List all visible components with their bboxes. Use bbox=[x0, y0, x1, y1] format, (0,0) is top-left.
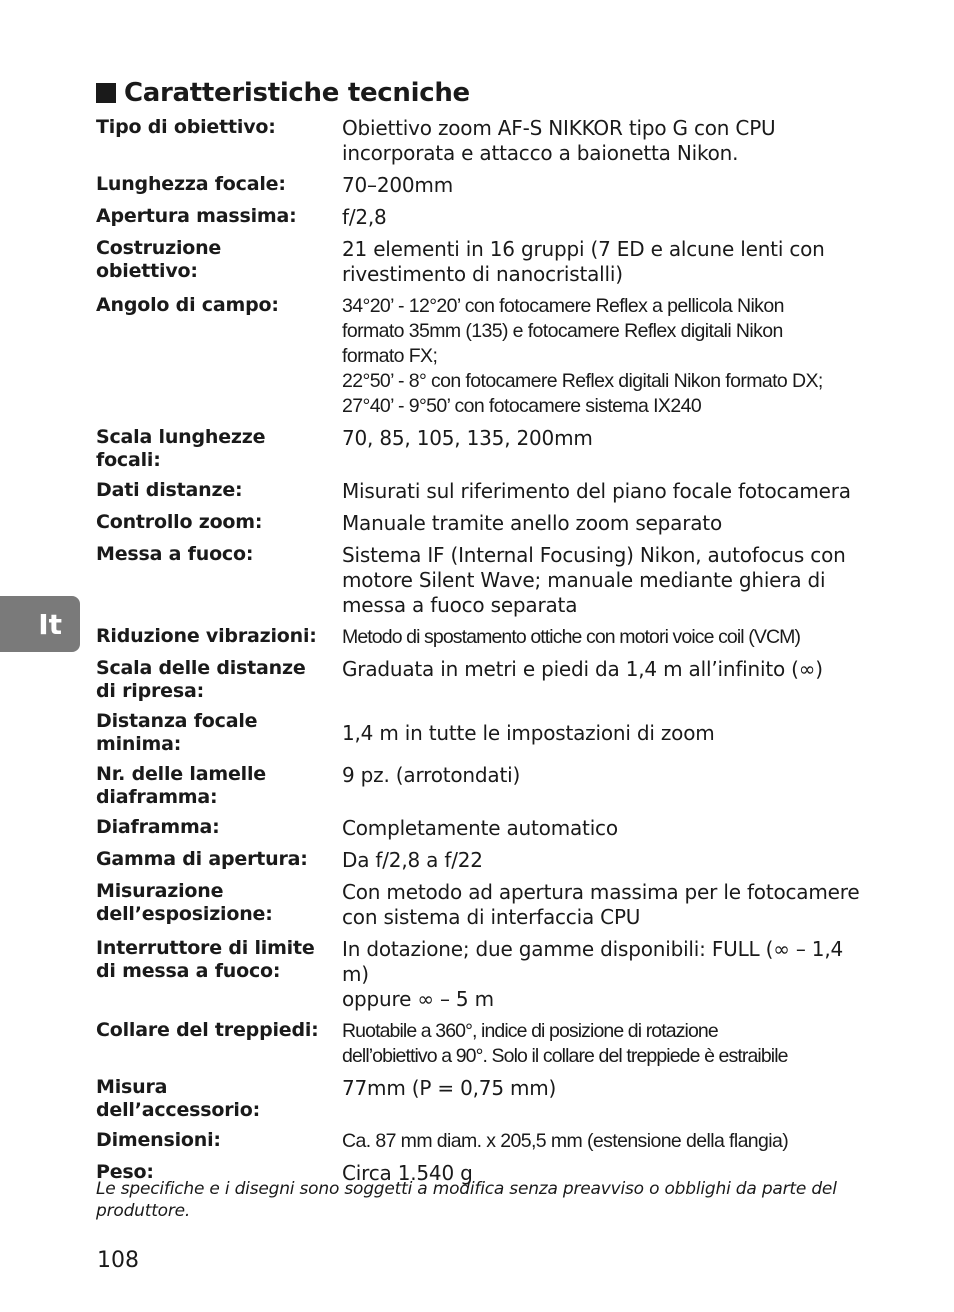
spec-label: Peso: bbox=[96, 1161, 154, 1183]
spec-label: Gamma di apertura: bbox=[96, 848, 308, 870]
spec-label: Scala delle distanze di ripresa: bbox=[96, 657, 306, 702]
spec-label: Apertura massima: bbox=[96, 205, 297, 227]
spec-value: Graduata in metri e piedi da 1,4 m all’infinito (∞) bbox=[342, 657, 823, 681]
spec-label: Nr. delle lamelle diaframma: bbox=[96, 763, 266, 808]
spec-label: Scala lunghezze focali: bbox=[96, 426, 266, 471]
spec-row-vibration-reduction bbox=[96, 625, 876, 650]
spec-row-max-aperture bbox=[96, 205, 876, 230]
spec-value: Obiettivo zoom AF-S NIKKOR tipo G con CPU incorporata e attacco a baionetta Nikon. bbox=[342, 116, 776, 165]
spec-label: Angolo di campo: bbox=[96, 294, 279, 316]
spec-label: Dati distanze: bbox=[96, 479, 243, 501]
spec-value: Metodo di spostamento ottiche con motori voice coil (VCM) bbox=[342, 626, 801, 648]
spec-value: f/2,8 bbox=[342, 205, 387, 229]
spec-row-diaphragm-blades bbox=[96, 763, 876, 809]
spec-row-focus-limit-switch bbox=[96, 937, 876, 1012]
square-bullet-icon bbox=[96, 83, 116, 103]
spec-row-distance-info bbox=[96, 479, 876, 504]
spec-value: 9 pz. (arrotondati) bbox=[342, 763, 521, 787]
section-title-text: Caratteristiche tecniche bbox=[124, 78, 470, 108]
page-number: 108 bbox=[97, 1248, 139, 1273]
spec-value: Completamente automatico bbox=[342, 816, 618, 840]
spec-row-focal-length-scale bbox=[96, 426, 876, 472]
spec-value: 21 elementi in 16 gruppi (7 ED e alcune lenti con rivestimento di nanocristalli) bbox=[342, 237, 825, 286]
spec-row-zoom-control bbox=[96, 511, 876, 536]
spec-label: Tipo di obiettivo: bbox=[96, 116, 276, 138]
spec-value: 1,4 m in tutte le impostazioni di zoom bbox=[342, 720, 715, 745]
spec-label: Diaframma: bbox=[96, 816, 220, 838]
spec-row-diaphragm bbox=[96, 816, 876, 841]
spec-label: Lunghezza focale: bbox=[96, 173, 286, 195]
spec-row-lens-construction bbox=[96, 237, 876, 287]
spec-row-focal-length bbox=[96, 173, 876, 198]
spec-value: Manuale tramite anello zoom separato bbox=[342, 511, 722, 535]
spec-label: Misura dell’accessorio: bbox=[96, 1076, 260, 1121]
spec-value: Circa 1.540 g bbox=[342, 1161, 473, 1185]
spec-row-shooting-distance-scale bbox=[96, 657, 876, 703]
spec-label: Misurazione dell’esposizione: bbox=[96, 880, 273, 925]
spec-label: Costruzione obiettivo: bbox=[96, 237, 222, 282]
spec-label: Distanza focale minima: bbox=[96, 710, 258, 755]
spec-row-min-focus-distance bbox=[96, 710, 876, 756]
spec-row-aperture-range bbox=[96, 848, 876, 873]
spec-value: 77mm (P = 0,75 mm) bbox=[342, 1076, 557, 1100]
spec-row-dimensions bbox=[96, 1129, 876, 1154]
spec-value: Misurati sul riferimento del piano focale fotocamera bbox=[342, 479, 851, 503]
spec-row-attachment-size bbox=[96, 1076, 876, 1122]
spec-value: 34°20’ - 12°20’ con fotocamere Reflex a pellicola Nikon formato 35mm (135) e fotocamere Reflex digitali Nikon formato FX; 22°50’ - 8° con fotocamere Reflex digitali Nikon formato DX; 27°40’ - 9°50’ con fotocamere sistema IX240 bbox=[342, 295, 823, 417]
spec-value: Ruotabile a 360°, indice di posizione di rotazione dell’obiettivo a 90°. Solo il collare del treppiede è estraibile bbox=[342, 1020, 788, 1067]
disclaimer-note: Le specifiche e i disegni sono soggetti a modifica senza preavviso o obblighi da parte del produttore. bbox=[96, 1179, 837, 1221]
spec-label: Collare del treppiedi: bbox=[96, 1019, 319, 1041]
spec-label: Riduzione vibrazioni: bbox=[96, 625, 317, 647]
spec-value: Da f/2,8 a f/22 bbox=[342, 848, 483, 872]
spec-value: Sistema IF (Internal Focusing) Nikon, autofocus con motore Silent Wave; manuale mediante ghiera di messa a fuoco separata bbox=[342, 543, 846, 617]
spec-row-focusing bbox=[96, 543, 876, 618]
language-tab: It bbox=[0, 596, 80, 652]
spec-value: Con metodo ad apertura massima per le fotocamere con sistema di interfaccia CPU bbox=[342, 880, 860, 929]
spec-value: 70, 85, 105, 135, 200mm bbox=[342, 426, 593, 450]
spec-row-angle-of-view bbox=[96, 294, 876, 419]
section-title bbox=[96, 78, 470, 108]
spec-label: Messa a fuoco: bbox=[96, 543, 254, 565]
spec-value: Ca. 87 mm diam. x 205,5 mm (estensione della flangia) bbox=[342, 1130, 789, 1152]
spec-row-tripod-collar bbox=[96, 1019, 876, 1069]
spec-row-lens-type bbox=[96, 116, 876, 166]
spec-value: In dotazione; due gamme disponibili: FULL (∞ – 1,4 m) oppure ∞ – 5 m bbox=[342, 937, 844, 1011]
spec-list bbox=[96, 116, 876, 1193]
spec-value: 70–200mm bbox=[342, 173, 453, 197]
spec-label: Interruttore di limite di messa a fuoco: bbox=[96, 937, 315, 982]
spec-label: Controllo zoom: bbox=[96, 511, 263, 533]
spec-label: Dimensioni: bbox=[96, 1129, 221, 1151]
spec-row-exposure-metering bbox=[96, 880, 876, 930]
